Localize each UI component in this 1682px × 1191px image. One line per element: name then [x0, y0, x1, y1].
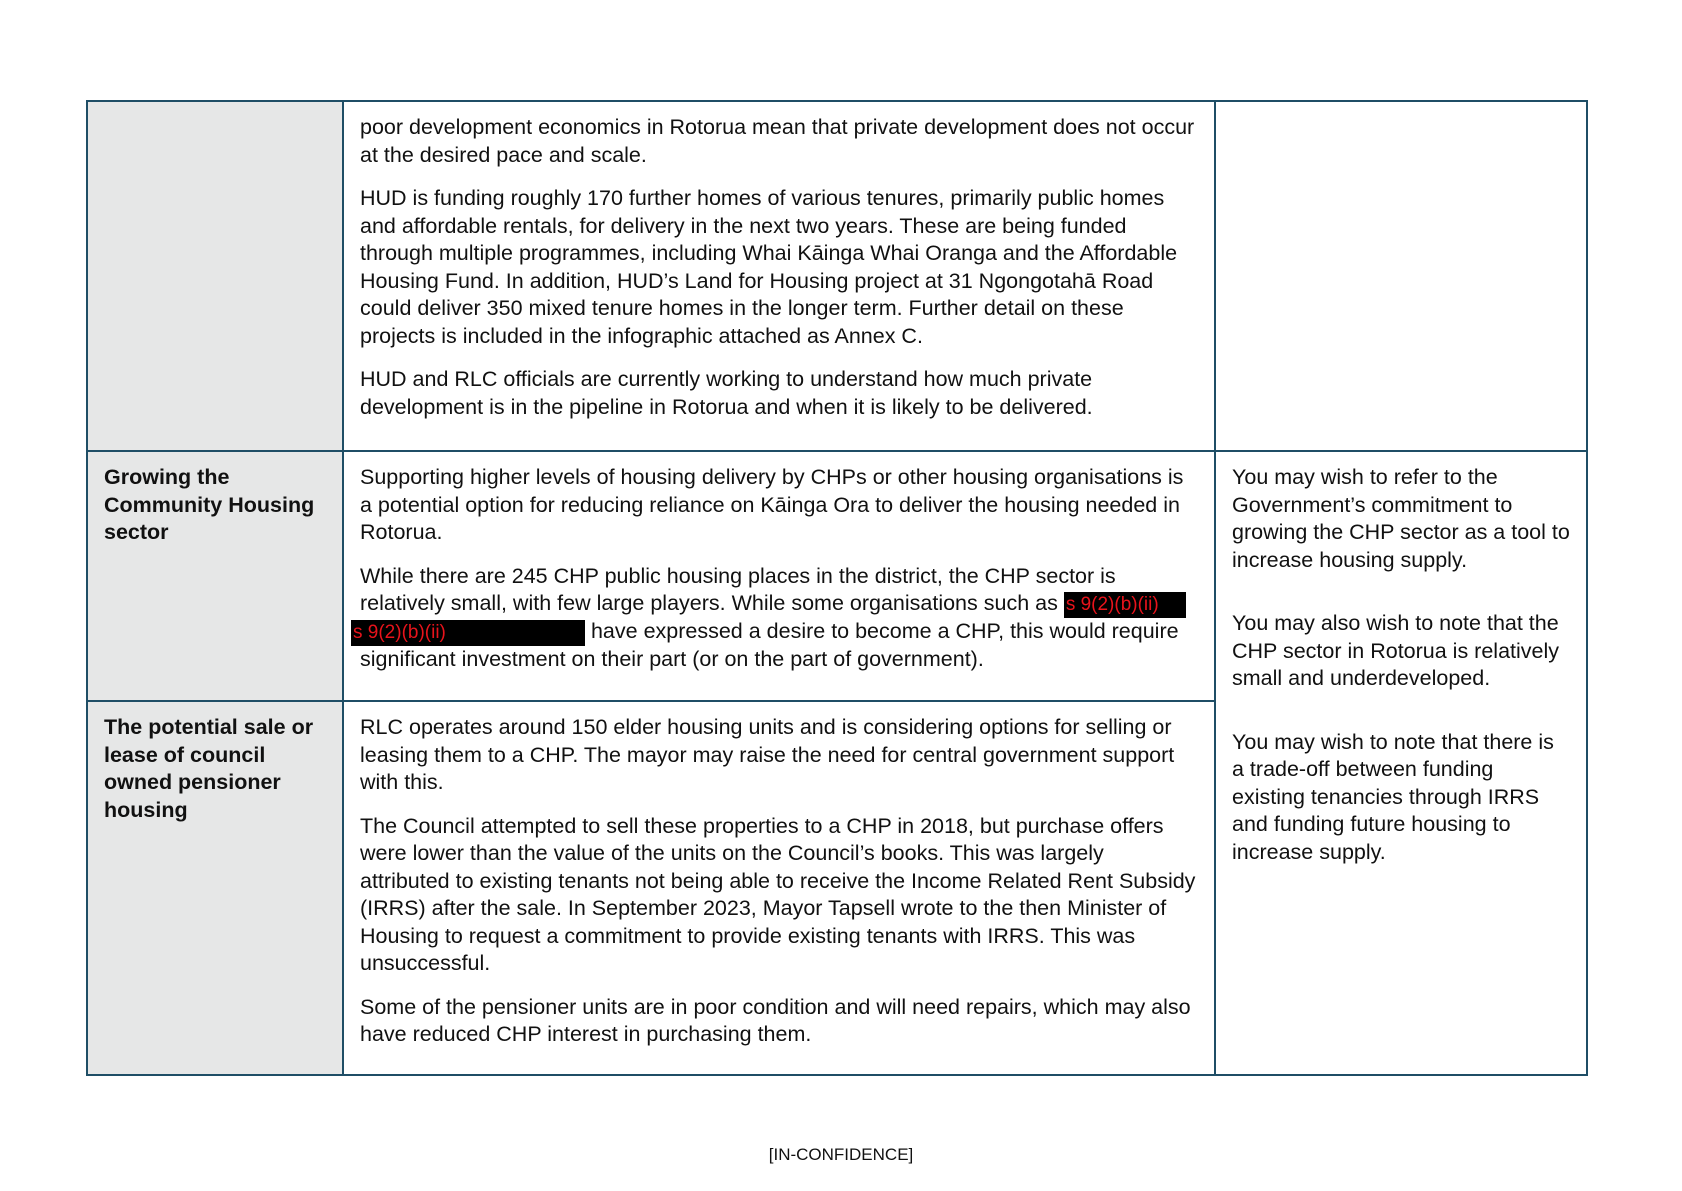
- paragraph-text-after: have expressed a desire to become a CHP, this would require significant investment on their part (or on the part of government).: [360, 619, 1179, 671]
- briefing-table: [86, 100, 1588, 1076]
- body-paragraph: Some of the pensioner units are in poor condition and will need repairs, which may also have reduced CHP interest in purchasing them.: [360, 994, 1191, 1046]
- body-paragraph: HUD and RLC officials are currently working to understand how much private development is in the pipeline in Rotorua and when it is likely to be delivered.: [360, 367, 1093, 419]
- body-paragraph: RLC operates around 150 elder housing units and is considering options for selling or leasing them to a CHP. The mayor may raise the need for central government support with this.: [360, 715, 1175, 794]
- note-paragraph: You may wish to note that there is a trade-off between funding existing tenancies through IRRS and funding future housing to increase supply.: [1232, 729, 1554, 864]
- body-paragraph-redacted: [353, 563, 1198, 674]
- notes-cell: [1215, 451, 1587, 1075]
- note-paragraph: You may also wish to note that the CHP sector in Rotorua is relatively small and underdeveloped.: [1232, 611, 1560, 690]
- table-row: [87, 101, 1587, 451]
- row-body: [343, 701, 1215, 1075]
- body-paragraph: The Council attempted to sell these properties to a CHP in 2018, but purchase offers were lower than the value of the units on the Council’s books. This was largely attributed to existing tenants not being able to receive the Income Related Rent Subsidy (IRRS) after the sale. In September 2023, Mayor Tapsell wrote to the then Minister of Housing to request a commitment to provide existing tenants with IRRS. This was unsuccessful.: [360, 813, 1196, 975]
- body-paragraph: poor development economics in Rotorua mean that private development does not occur at the desired pace and scale.: [360, 115, 1195, 167]
- table-row: [87, 451, 1587, 701]
- security-classification-footer: [IN-CONFIDENCE]: [768, 1145, 914, 1164]
- row-body: [343, 101, 1215, 451]
- body-paragraph: HUD is funding roughly 170 further homes of various tenures, primarily public homes and affordable rentals, for delivery in the next two years. These are being funded through multiple programmes, including Whai Kāinga Whai Oranga and the Affordable Housing Fund. In addition, HUD’s Land for Housing project at 31 Ngongotahā Road could deliver 350 mixed tenure homes in the longer term. Further detail on these projects is included in the infographic attached as Annex C.: [360, 186, 1178, 348]
- notes-cell-empty: [1215, 101, 1587, 451]
- row-label: [87, 101, 343, 451]
- body-paragraph: Supporting higher levels of housing delivery by CHPs or other housing organisations is a potential option for reducing reliance on Kāinga Ora to deliver the housing needed in Rotorua.: [360, 465, 1184, 544]
- note-paragraph: You may wish to refer to the Government’s commitment to growing the CHP sector as a tool to increase housing supply.: [1232, 465, 1570, 572]
- redaction-box: s 9(2)(b)(ii): [351, 620, 585, 646]
- row-label: Growing the Community Housing sector: [87, 451, 343, 701]
- row-label: The potential sale or lease of council owned pensioner housing: [87, 701, 343, 1075]
- redaction-box: s 9(2)(b)(ii): [1064, 592, 1186, 618]
- paragraph-text-before: While there are 245 CHP public housing places in the district, the CHP sector is relatively small, with few large players. While some organisations such as: [360, 563, 1116, 615]
- row-body: [343, 451, 1215, 701]
